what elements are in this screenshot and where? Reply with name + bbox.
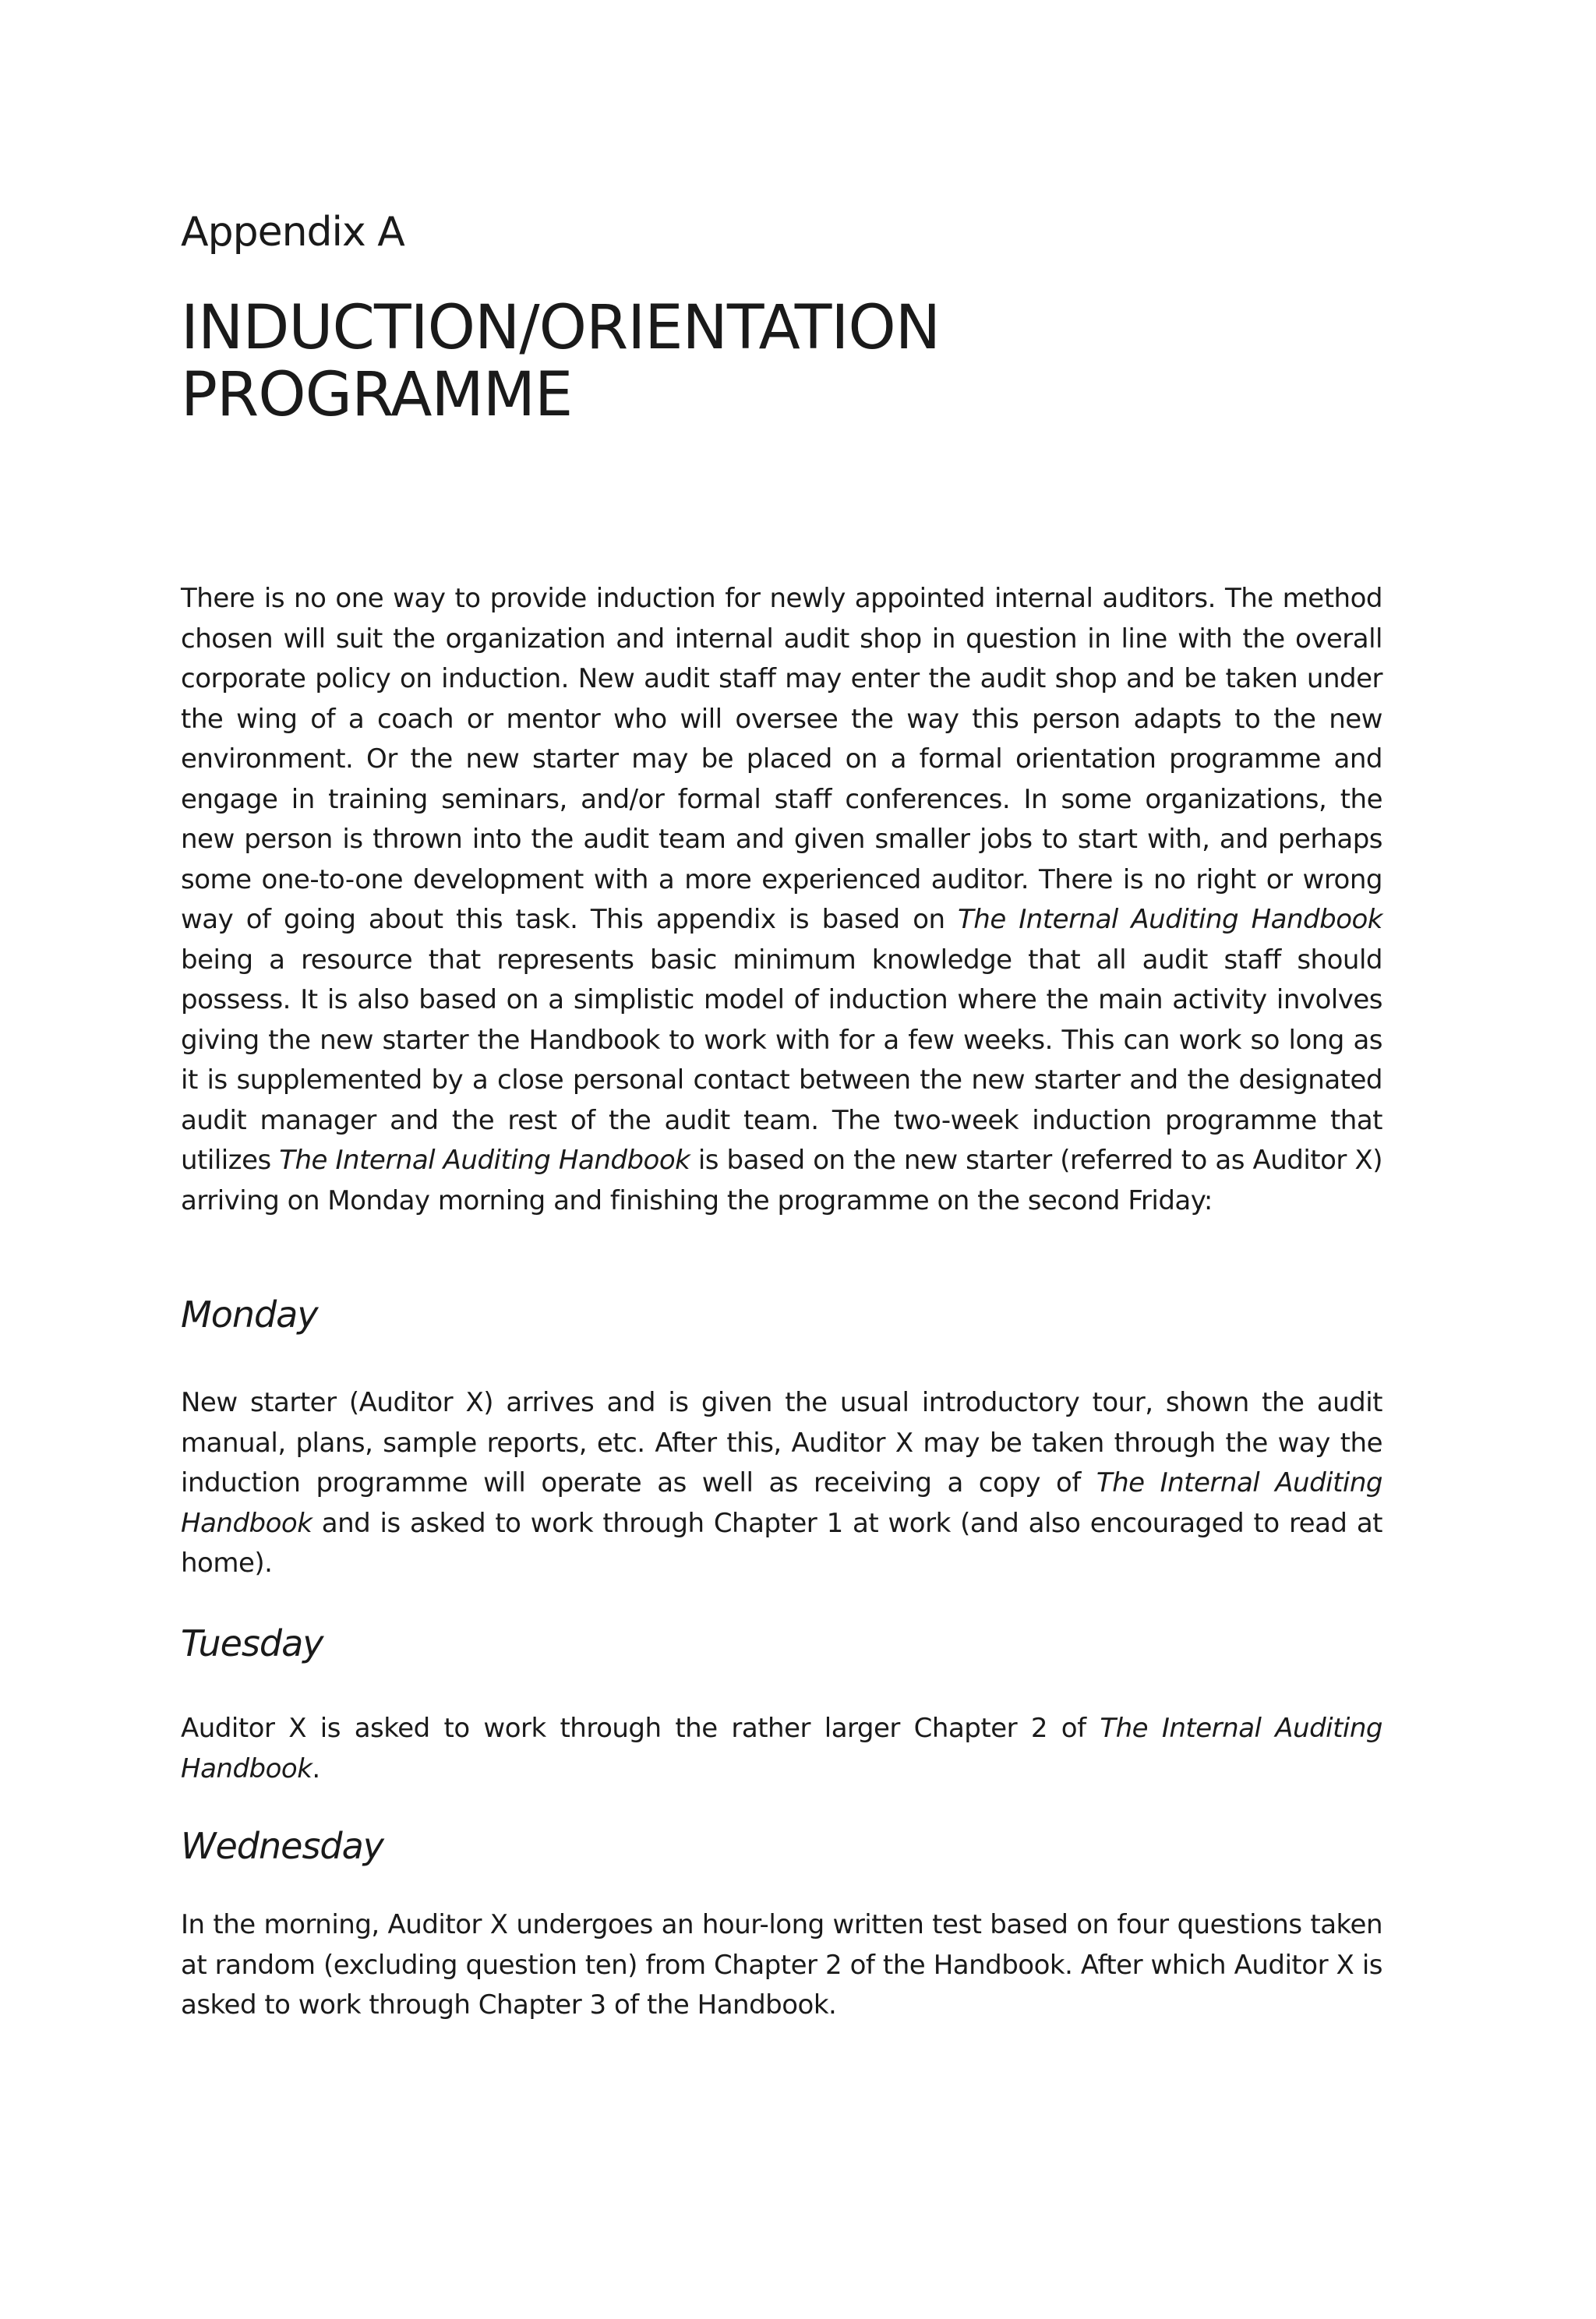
tuesday-text-part-2: . (312, 1752, 320, 1784)
document-page (181, 0, 1382, 2319)
monday-text-part-1: New starter (Auditor X) arrives and is given the usual introductory tour, shown the audit manual, plans, sample reports, etc. After this, Auditor X may be taken through the way the induction programme will operate as well as receiving a copy of (181, 1387, 1382, 1498)
tuesday-paragraph (181, 1709, 1382, 1789)
intro-text-part-1: There is no one way to provide induction for newly appointed internal auditors. The method chosen will suit the organization and internal audit shop in question in line with the overall corporate policy on induction. New audit staff may enter the audit shop and be taken under the wing of a coach or mentor who will oversee the way this person adapts to the new environment. Or the new starter may be placed on a formal orientation programme and engage in training seminars, and/or formal staff conferences. In some organizations, the new person is thrown into the audit team and given smaller jobs to start with, and perhaps some one-to-one development with a more experienced auditor. There is no right or wrong way of going about this task. This appendix is based on (181, 583, 1382, 935)
section-heading-monday: Monday (181, 1294, 318, 1336)
wednesday-paragraph: In the morning, Auditor X undergoes an hour-long written test based on four questions taken at random (excluding question ten) from Chapter 2 of the Handbook. After which Auditor X is asked to work through Chapter 3 of the Handbook. (181, 1909, 1382, 2021)
section-heading-wednesday: Wednesday (181, 1825, 384, 1867)
intro-text-part-2: being a resource that represents basic minimum knowledge that all audit staff should possess. It is also based on a simplistic model of induction where the main activity involves giving the new starter the Handbook to work with for a few weeks. This can work so long as it is supplemented by a close personal contact between the new starter and the designated audit manager and the rest of the audit team. The two-week induction programme that utilizes (181, 944, 1382, 1176)
monday-book-title: The Internal Auditing Handbook (181, 1467, 1383, 1539)
appendix-label: Appendix A (181, 209, 404, 256)
chapter-title (181, 295, 940, 429)
intro-book-title-2: The Internal Auditing Handbook (279, 1145, 690, 1176)
chapter-title-line-2: PROGRAMME (181, 360, 573, 430)
section-heading-tuesday: Tuesday (181, 1622, 323, 1664)
monday-paragraph (181, 1383, 1382, 1584)
tuesday-text-part-1: Auditor X is asked to work through the rather larger Chapter 2 of (181, 1713, 1100, 1744)
chapter-title-line-1: INDUCTION/ORIENTATION (181, 293, 941, 363)
tuesday-book-title: The Internal Auditing Handbook (181, 1713, 1383, 1784)
intro-paragraph (181, 579, 1382, 1221)
monday-text-part-2: and is asked to work through Chapter 1 at work (and also encouraged to read at home). (181, 1507, 1382, 1579)
intro-text-part-3: is based on the new starter (referred to as Auditor X) arriving on Monday morning and finishing the programme on the second Friday: (181, 1145, 1382, 1216)
intro-book-title-1: The Internal Auditing Handbook (958, 904, 1382, 935)
